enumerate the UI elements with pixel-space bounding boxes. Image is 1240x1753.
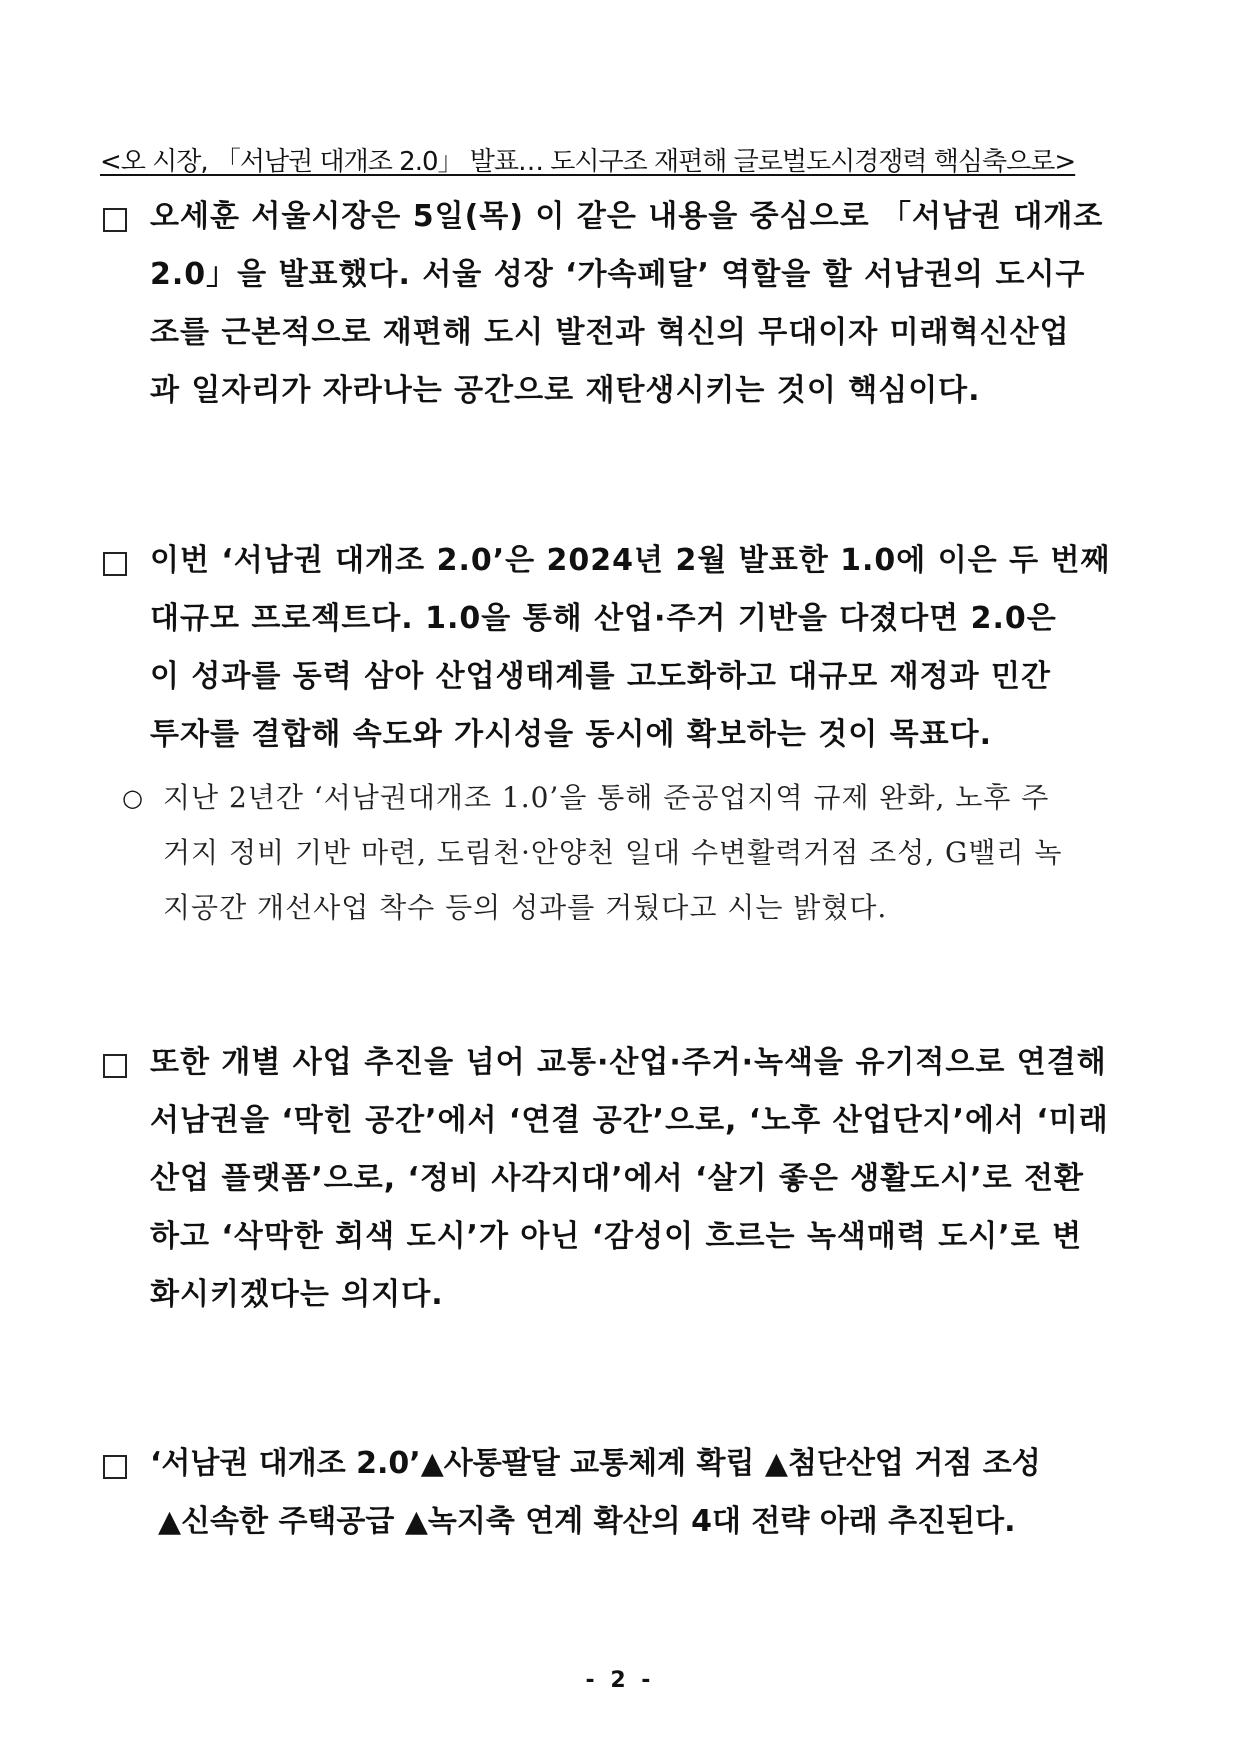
paragraph-line: 화시키겠다는 의지다. (150, 1277, 444, 1312)
paragraph-line: 서남권을 ‘막힌 공간’에서 ‘연결 공간’으로, ‘노후 산업단지’에서 ‘미래 (150, 1103, 1109, 1138)
checkbox-bullet-icon (103, 1455, 127, 1479)
checkbox-bullet-icon (103, 552, 127, 576)
paragraph-line: ‘서남권 대개조 2.0’▲사통팔달 교통체계 확립 ▲첨단산업 거점 조성 (150, 1446, 1041, 1481)
paragraph-line: 2.0」을 발표했다. 서울 성장 ‘가속페달’ 역할을 할 서남권의 도시구 (150, 257, 1086, 292)
paragraph-line: 과 일자리가 자라나는 공간으로 재탄생시키는 것이 핵심이다. (150, 373, 981, 408)
paragraph-line: 대규모 프로젝트다. 1.0을 통해 산업·주거 기반을 다졌다면 2.0은 (150, 601, 1057, 636)
checkbox-bullet-icon (103, 208, 127, 232)
paragraph-line: 이 성과를 동력 삼아 산업생태계를 고도화하고 대규모 재정과 민간 (150, 659, 1052, 694)
paragraph-line: 오세훈 서울시장은 5일(목) 이 같은 내용을 중심으로 「서남권 대개조 (150, 199, 1104, 234)
checkbox-bullet-icon (103, 1054, 127, 1078)
page-number: - 2 - (585, 1668, 655, 1693)
paragraph-line: 또한 개별 사업 추진을 넘어 교통·산업·주거·녹색을 유기적으로 연결해 (150, 1045, 1107, 1080)
circle-bullet-icon: ○ (122, 784, 143, 812)
sub-bullet-line: 지공간 개선사업 착수 등의 성과를 거뒀다고 시는 밝혔다. (163, 891, 888, 924)
paragraph-line: 하고 ‘삭막한 회색 도시’가 아닌 ‘감성이 흐르는 녹색매력 도시’로 변 (150, 1219, 1083, 1254)
paragraph-line: 산업 플랫폼’으로, ‘정비 사각지대’에서 ‘살기 좋은 생활도시’로 전환 (150, 1161, 1084, 1196)
paragraph-line: 투자를 결합해 속도와 가시성을 동시에 확보하는 것이 목표다. (150, 717, 993, 752)
paragraph-line: 조를 근본적으로 재편해 도시 발전과 혁신의 무대이자 미래혁신산업 (150, 315, 1070, 350)
paragraph-line: 이번 ‘서남권 대개조 2.0’은 2024년 2월 발표한 1.0에 이은 두 번째 (150, 543, 1111, 578)
sub-bullet-line: 거지 정비 기반 마련, 도림천·안양천 일대 수변활력거점 조성, G밸리 녹 (163, 836, 1063, 869)
sub-bullet-line: 지난 2년간 ‘서남권대개조 1.0’을 통해 준공업지역 규제 완화, 노후 주 (163, 781, 1050, 814)
page-heading: <오 시장, 「서남권 대개조 2.0」 발표… 도시구조 재편해 글로벌도시경쟁력 핵심축으로> (100, 147, 1076, 177)
paragraph-line: ▲신속한 주택공급 ▲녹지축 연계 확산의 4대 전략 아래 추진된다. (158, 1504, 1016, 1539)
